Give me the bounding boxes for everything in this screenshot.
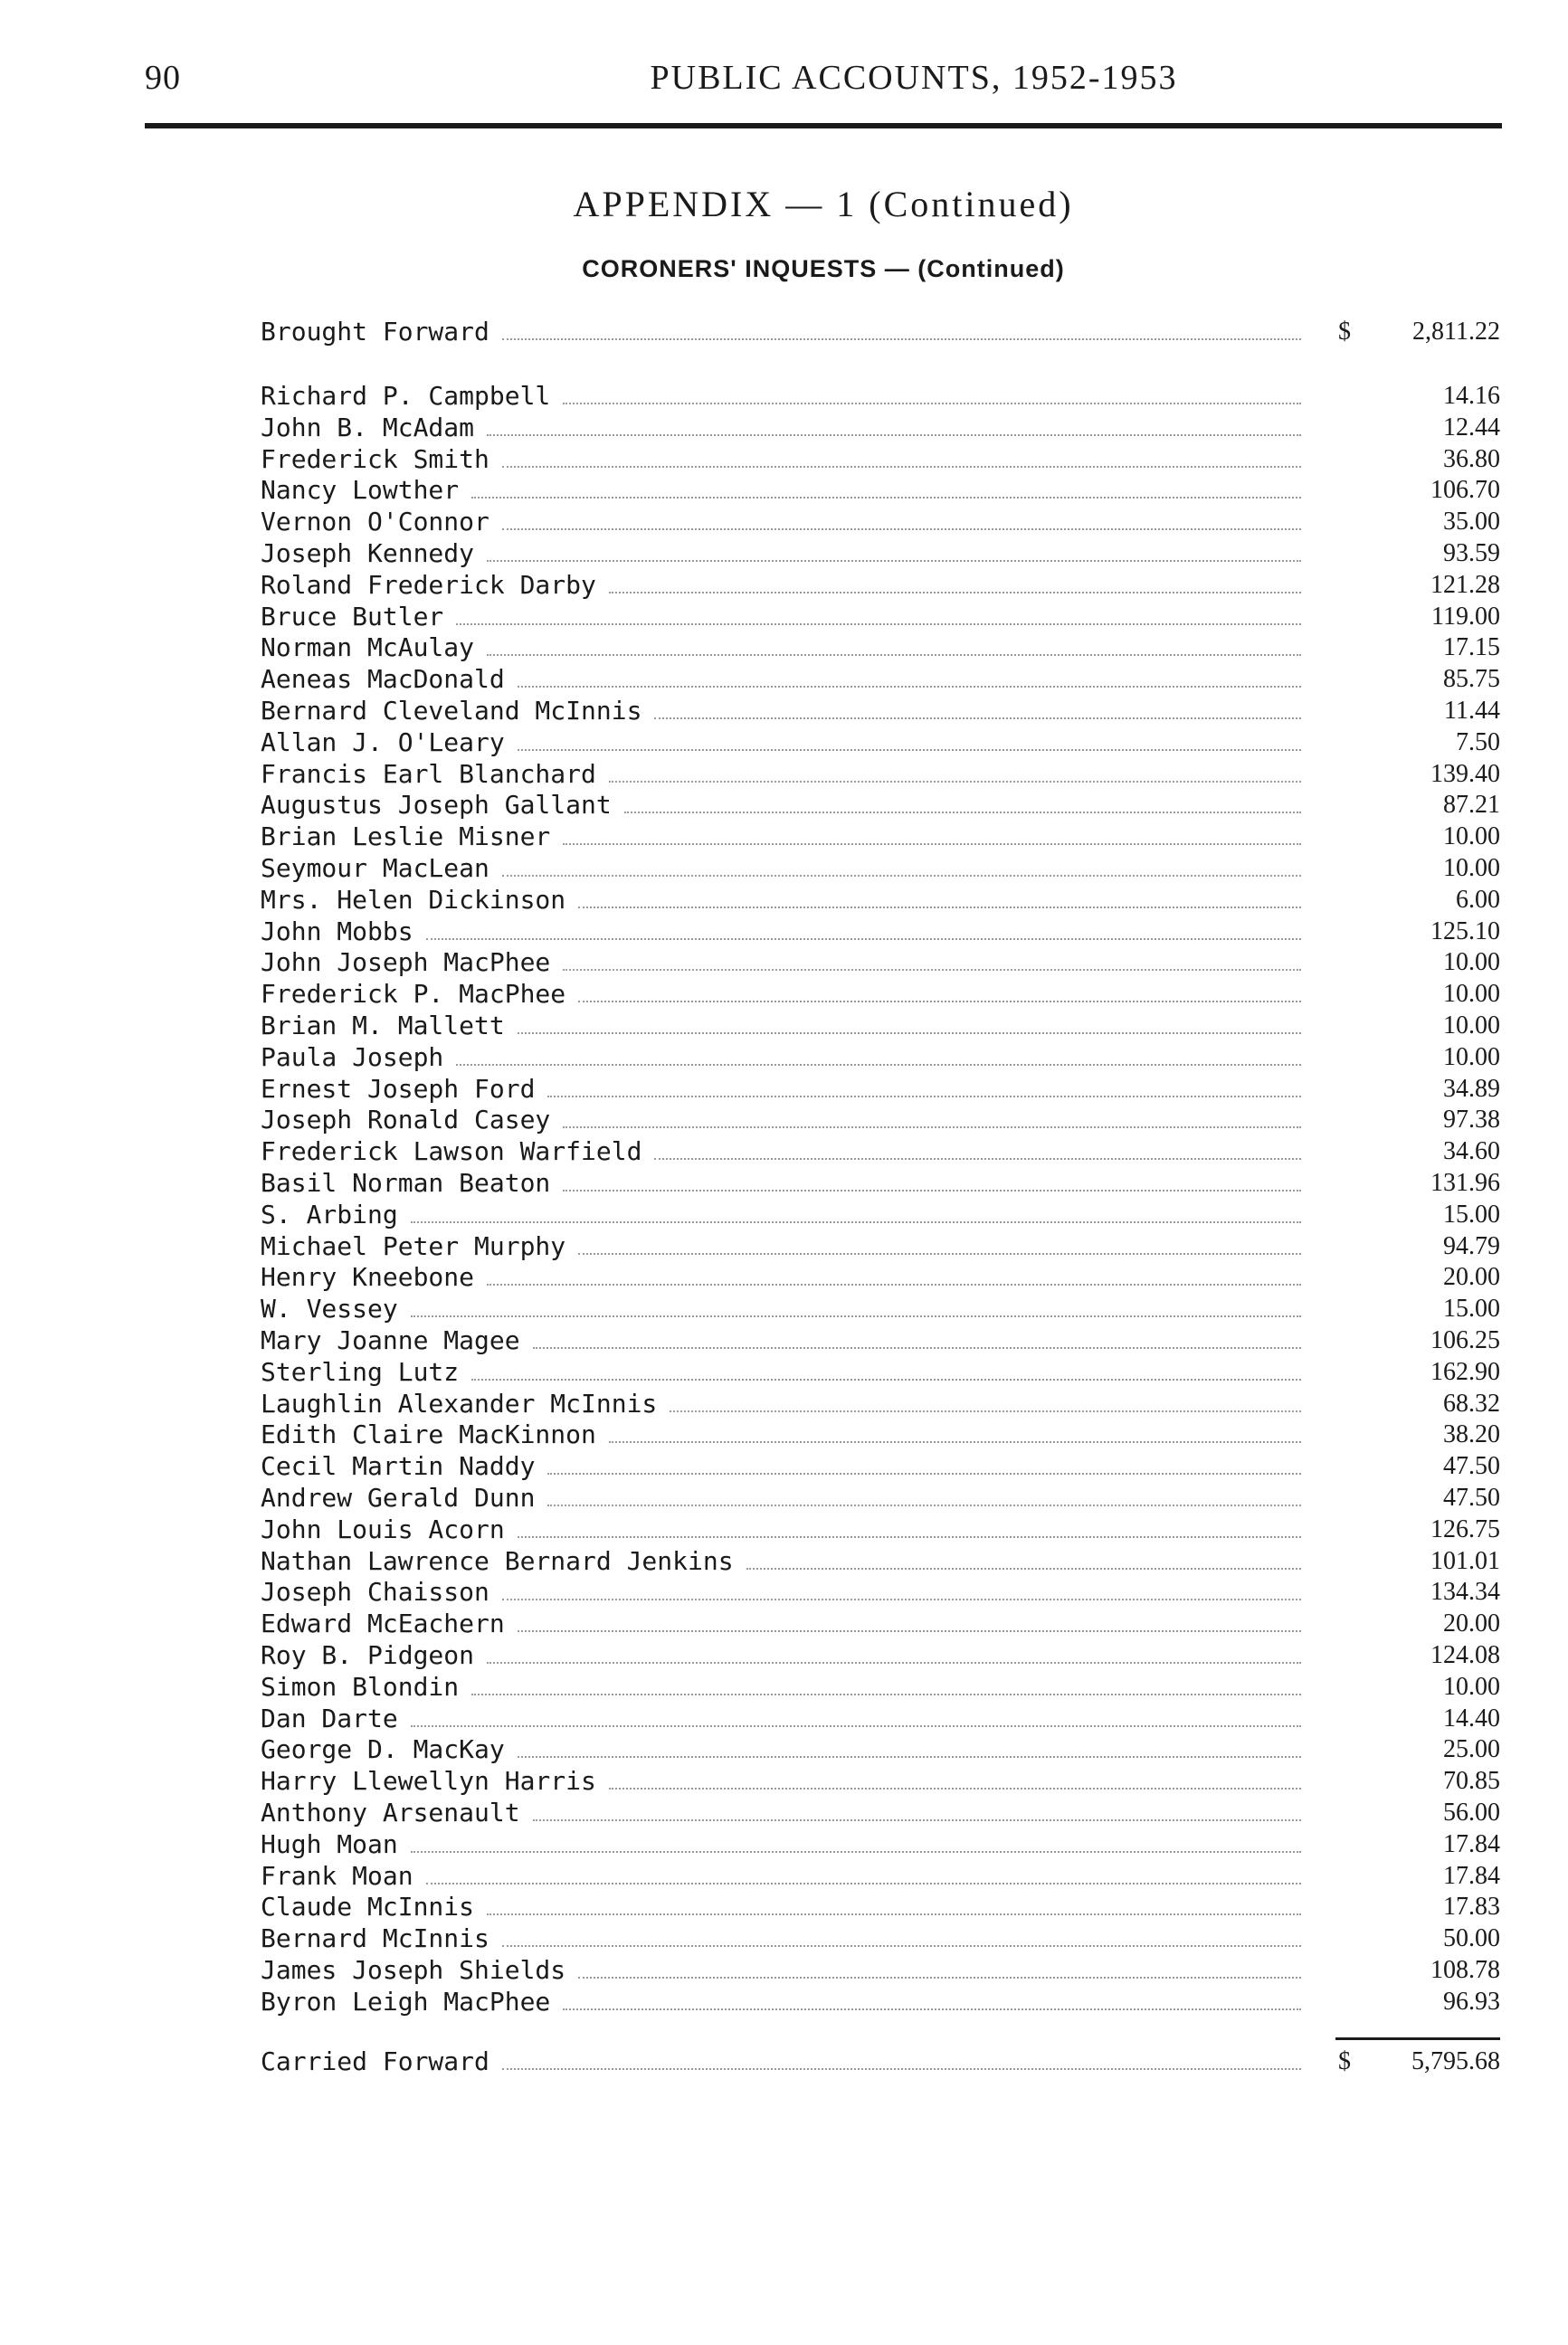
entry-name: Ernest Joseph Ford [261,1073,536,1104]
dot-leader [547,1473,1301,1475]
dot-leader [563,843,1301,845]
dot-leader [547,1096,1301,1097]
entry-amount: 14.16 [1443,382,1500,410]
entry-amount: 12.44 [1443,413,1500,441]
header-rule [145,123,1502,128]
entry-name: John Louis Acorn [261,1514,505,1544]
entry-amount: 134.34 [1430,1578,1500,1607]
entry-name: Seymour MacLean [261,853,489,883]
entry-name: Bernard McInnis [261,1923,489,1954]
dot-leader [411,1725,1301,1727]
entry-amount: 17.15 [1443,633,1500,662]
entry-name: Bernard Cleveland McInnis [261,696,642,726]
entry-name: Allan J. O'Leary [261,726,505,757]
entry-name: Edith Claire MacKinnon [261,1419,596,1450]
entry-name: Roland Frederick Darby [261,569,596,600]
list-item [261,1074,1500,1105]
entry-amount: 10.00 [1443,948,1500,977]
page-number: 90 [145,59,181,97]
list-item [261,1955,1500,1986]
list-item [261,602,1500,632]
list-item [261,1734,1500,1765]
entry-name: Nancy Lowther [261,475,460,506]
entry-name: Augustus Joseph Gallant [261,790,612,821]
list-item [261,570,1500,601]
entry-amount: 36.80 [1443,444,1500,473]
entry-name: Frederick P. MacPhee [261,979,566,1010]
list-item [261,1200,1500,1230]
entry-name: Mrs. Helen Dickinson [261,884,566,915]
entry-name: George D. MacKay [261,1734,505,1765]
entry-name: Anthony Arsenault [261,1798,520,1828]
list-item [261,1798,1500,1828]
entry-amount: 50.00 [1443,1924,1500,1953]
dot-leader [487,434,1301,436]
entry-name: Frederick Lawson Warfield [261,1136,642,1167]
total-rule [1335,2037,1500,2040]
entry-name: James Joseph Shields [261,1955,566,1985]
entry-name: W. Vessey [261,1294,398,1324]
list-item [261,1105,1500,1135]
entry-amount: 106.70 [1430,476,1500,505]
entry-amount: 10.00 [1443,1011,1500,1040]
entry-amount: 17.83 [1443,1893,1500,1922]
brought-forward-label: Brought Forward [261,317,489,347]
list-item [261,1514,1500,1545]
dot-leader [426,938,1301,940]
entry-name: Norman McAulay [261,632,475,663]
entry-name: Simon Blondin [261,1671,460,1702]
entry-name: Edward McEachern [261,1609,505,1639]
carried-forward-label: Carried Forward [261,2046,489,2076]
entry-amount: 11.44 [1444,697,1500,725]
entry-name: Sterling Lutz [261,1356,460,1387]
list-item [261,727,1500,758]
entry-amount: 6.00 [1456,885,1500,914]
entry-amount: 10.00 [1443,822,1500,851]
dot-leader [487,1662,1301,1664]
list-item [261,1451,1500,1482]
list-item [261,1609,1500,1639]
dot-leader [578,1253,1301,1255]
carried-forward-amount: 5,795.68 [1411,2047,1500,2075]
list-item [261,413,1500,443]
dot-leader [563,403,1301,404]
entry-amount: 131.96 [1430,1169,1500,1197]
dot-leader [502,1599,1301,1600]
entry-amount: 34.89 [1443,1074,1500,1103]
list-item [261,1640,1500,1671]
dot-leader [518,1536,1301,1538]
dot-leader [563,1126,1301,1128]
list-item [261,507,1500,537]
list-item [261,1294,1500,1324]
entry-name: Dan Darte [261,1703,398,1733]
entry-name: Aeneas MacDonald [261,664,505,695]
dot-leader [746,1568,1301,1570]
list-item [261,1704,1500,1734]
entry-name: Frederick Smith [261,443,489,474]
list-item [261,853,1500,884]
entry-name: Laughlin Alexander McInnis [261,1388,658,1419]
entry-amount: 119.00 [1431,602,1500,631]
brought-forward-amount: 2,811.22 [1412,318,1500,346]
dot-leader [411,1315,1301,1317]
list-item [261,1546,1500,1577]
list-item [261,1389,1500,1419]
entry-amount: 15.00 [1443,1295,1500,1324]
entry-name: Richard P. Campbell [261,381,551,411]
list-item [261,538,1500,569]
list-item [261,1011,1500,1041]
entry-amount: 162.90 [1430,1357,1500,1386]
dot-leader [456,623,1301,625]
entry-name: John B. McAdam [261,412,475,442]
dot-leader [487,654,1301,656]
section-title: CORONERS' INQUESTS — (Continued) [582,255,1065,282]
dot-leader [502,466,1301,468]
list-item [261,381,1500,412]
dot-leader [487,560,1301,562]
entry-amount: 121.28 [1430,570,1500,599]
dot-leader [471,497,1301,498]
entry-amount: 34.60 [1443,1137,1500,1166]
dot-leader [609,592,1301,593]
entry-name: Andrew Gerald Dunn [261,1483,536,1513]
entry-name: Roy B. Pidgeon [261,1640,475,1670]
dot-leader [563,1190,1301,1191]
entry-amount: 101.01 [1430,1546,1500,1575]
entry-amount: 10.00 [1443,980,1500,1009]
entry-amount: 38.20 [1443,1420,1500,1449]
list-item [261,1042,1500,1073]
entry-name: Basil Norman Beaton [261,1168,551,1198]
list-item [261,1766,1500,1797]
list-item [261,1987,1500,2017]
dot-leader [502,1945,1301,1947]
dot-leader [547,1505,1301,1506]
dot-leader [502,875,1301,877]
dot-leader [487,1913,1301,1915]
list-item [261,979,1500,1010]
dot-leader [518,1756,1301,1758]
dot-leader [502,338,1301,340]
entry-amount: 35.00 [1443,508,1500,536]
dot-leader [533,1347,1301,1349]
entry-amount: 126.75 [1430,1514,1500,1543]
dot-leader [487,1284,1301,1286]
dot-leader [411,1851,1301,1853]
entry-name: Vernon O'Connor [261,507,489,537]
dot-leader [654,1158,1301,1160]
running-title: PUBLIC ACCOUNTS, 1952-1953 [650,59,1178,97]
entry-amount: 15.00 [1443,1200,1500,1229]
dot-leader [518,1032,1301,1034]
dot-leader [533,1819,1301,1821]
list-item [261,1357,1500,1388]
list-item [261,759,1500,790]
entry-name: Joseph Kennedy [261,538,475,568]
dot-leader [563,969,1301,971]
list-item [261,1419,1500,1450]
dot-leader [426,1883,1301,1885]
carried-forward-row [261,2046,1500,2077]
entry-amount: 124.08 [1430,1641,1500,1669]
entry-name: Francis Earl Blanchard [261,758,596,789]
entry-amount: 20.00 [1443,1609,1500,1638]
entry-amount: 56.00 [1443,1799,1500,1827]
list-item [261,475,1500,506]
entry-amount: 108.78 [1430,1956,1500,1984]
list-item [261,1861,1500,1892]
dot-leader [471,1694,1301,1695]
entry-amount: 10.00 [1443,1042,1500,1071]
brought-forward-row [261,317,1500,347]
dot-leader [654,717,1301,719]
dot-leader [518,686,1301,688]
list-item [261,444,1500,475]
entry-name: John Mobbs [261,916,413,946]
dot-leader [670,1410,1301,1412]
entry-name: Michael Peter Murphy [261,1230,566,1261]
list-item [261,790,1500,821]
dot-leader [518,1630,1301,1632]
entry-amount: 106.25 [1430,1326,1500,1354]
entry-amount: 25.00 [1443,1735,1500,1764]
dot-leader [609,781,1301,783]
entry-amount: 125.10 [1430,916,1500,945]
list-item [261,1672,1500,1703]
entry-name: Mary Joanne Magee [261,1325,520,1355]
dot-leader [471,1379,1301,1381]
entry-name: John Joseph MacPhee [261,947,551,978]
entry-amount: 70.85 [1443,1767,1500,1796]
entry-amount: 20.00 [1443,1263,1500,1292]
list-item [261,1892,1500,1923]
list-item [261,664,1500,695]
entry-name: Byron Leigh MacPhee [261,1986,551,2017]
dot-leader [456,1064,1301,1066]
dot-leader [609,1788,1301,1790]
dot-leader [578,907,1301,908]
dot-leader [578,1977,1301,1979]
list-item [261,1923,1500,1954]
list-item [261,632,1500,663]
entry-amount: 87.21 [1443,791,1500,820]
list-item [261,1829,1500,1860]
list-item [261,696,1500,726]
entry-name: Brian Leslie Misner [261,821,551,852]
dot-leader [578,1001,1301,1002]
entry-amount: 10.00 [1443,1672,1500,1701]
page-header [145,58,1502,112]
list-item [261,916,1500,947]
list-item [261,1262,1500,1293]
list-item [261,1483,1500,1514]
entry-name: Harry Llewellyn Harris [261,1766,596,1797]
entry-amount: 47.50 [1443,1484,1500,1512]
entry-name: Nathan Lawrence Bernard Jenkins [261,1545,734,1576]
entry-name: Henry Kneebone [261,1262,475,1293]
entry-amount: 47.50 [1443,1452,1500,1481]
dot-leader [502,528,1301,530]
list-item [261,821,1500,852]
entry-name: Joseph Ronald Casey [261,1105,551,1135]
entry-amount: 94.79 [1443,1231,1500,1260]
list-item [261,1168,1500,1199]
dot-leader [518,749,1301,751]
dot-leader [624,812,1301,813]
currency-symbol: $ [1338,318,1351,346]
entry-name: Frank Moan [261,1860,413,1891]
list-item [261,1577,1500,1608]
entry-amount: 10.00 [1443,854,1500,882]
entry-name: Joseph Chaisson [261,1577,489,1608]
list-item [261,1325,1500,1356]
entry-name: Brian M. Mallett [261,1011,505,1040]
dot-leader [502,2068,1301,2070]
entry-amount: 17.84 [1443,1829,1500,1858]
entry-amount: 93.59 [1443,539,1500,567]
dot-leader [563,2008,1301,2010]
list-item [261,885,1500,916]
entry-name: Claude McInnis [261,1892,475,1923]
list-item [261,1231,1500,1262]
entry-amount: 97.38 [1443,1106,1500,1135]
entry-amount: 139.40 [1430,759,1500,788]
currency-symbol: $ [1338,2047,1351,2075]
entry-amount: 7.50 [1456,727,1500,756]
entry-name: Cecil Martin Naddy [261,1451,536,1482]
entry-amount: 68.32 [1443,1389,1500,1418]
entry-name: Paula Joseph [261,1041,444,1072]
entry-name: Bruce Butler [261,601,444,631]
dot-leader [411,1221,1301,1223]
entry-amount: 96.93 [1443,1987,1500,2016]
entry-amount: 14.40 [1443,1704,1500,1733]
list-item [261,947,1500,978]
entry-amount: 17.84 [1443,1861,1500,1890]
entry-name: Hugh Moan [261,1828,398,1859]
list-item [261,1136,1500,1167]
dot-leader [609,1441,1301,1443]
entry-amount: 85.75 [1443,665,1500,694]
appendix-title: APPENDIX — 1 (Continued) [573,184,1074,224]
entry-name: S. Arbing [261,1199,398,1229]
